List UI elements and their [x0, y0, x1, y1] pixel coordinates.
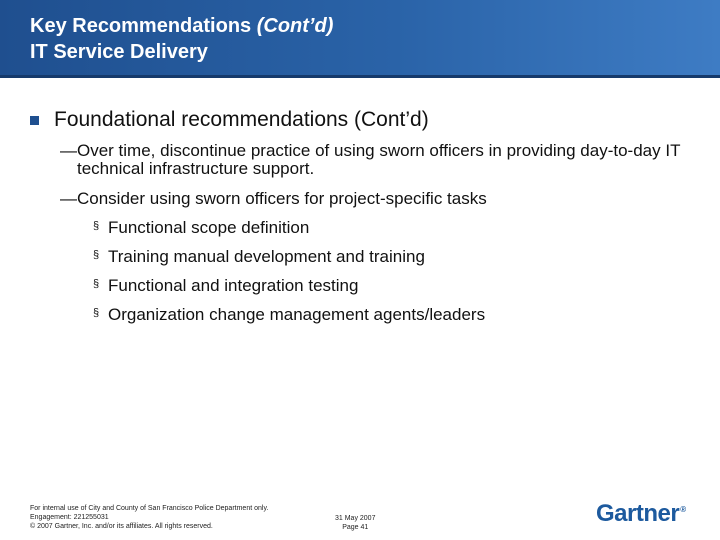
footer-disclaimer-line: For internal use of City and County of San Francisco Police Department only.	[30, 505, 269, 512]
dash-bullet-icon: —	[60, 141, 77, 160]
bullet-level2-text: Consider using sworn officers for project-specific tasks	[77, 189, 487, 208]
bullet-level1-text: Foundational recommendations (Cont’d)	[54, 108, 429, 131]
slide-title-italic: (Cont’d)	[256, 15, 334, 37]
footer-copyright-line: © 2007 Gartner, Inc. and/or its affiliates. All rights reserved.	[30, 523, 213, 530]
footer-disclaimer	[30, 504, 268, 531]
footer-date-page	[335, 514, 375, 532]
gartner-logo	[596, 500, 686, 528]
slide-title-line-1	[30, 14, 333, 38]
bullet-level3-text: Functional scope definition	[108, 218, 310, 237]
dash-bullet-icon: —	[60, 189, 77, 208]
section-bullet-icon: §	[93, 307, 100, 319]
footer-page-number: Page 41	[342, 524, 369, 531]
footer-date: 31 May 2007	[335, 515, 376, 522]
bullet-level2-text: Over time, discontinue practice of using sworn officers in providing day-to-day IT technical infrastructure support.	[77, 141, 681, 178]
section-bullet-icon: §	[93, 278, 100, 290]
square-bullet-icon	[30, 116, 39, 125]
section-bullet-icon: §	[93, 220, 100, 232]
bullet-level3-text: Functional and integration testing	[108, 276, 359, 295]
registered-mark: ®	[680, 505, 686, 514]
footer-engagement-line: Engagement: 221255031	[30, 514, 109, 521]
title-banner	[0, 0, 720, 78]
gartner-logo-text: Gartner	[596, 500, 680, 527]
bullet-level3-text: Training manual development and training	[108, 247, 425, 266]
section-bullet-icon: §	[93, 249, 100, 261]
slide-title-line-2: IT Service Delivery	[30, 41, 208, 63]
bullet-level3-text: Organization change management agents/leaders	[108, 305, 486, 324]
slide-title-main: Key Recommendations	[30, 15, 257, 37]
